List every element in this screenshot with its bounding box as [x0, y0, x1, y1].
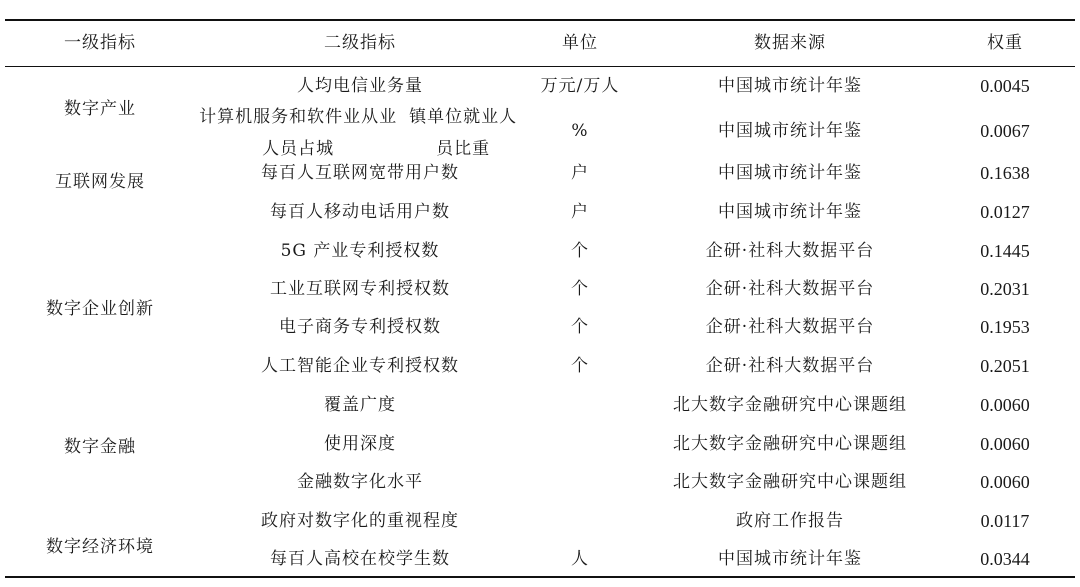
weight-cell: 0.2051 — [980, 356, 1030, 376]
group-label: 数字经济环境 — [46, 537, 154, 557]
weight-cell: 0.2031 — [980, 279, 1030, 299]
source-cell: 企研·社科大数据平台 — [705, 241, 875, 261]
source-cell: 中国城市统计年鉴 — [718, 549, 862, 569]
unit-cell — [515, 385, 645, 425]
indicator-cell: 人均电信业务量 — [297, 76, 423, 96]
top-rule — [5, 19, 1075, 21]
source-cell: 政府工作报告 — [736, 511, 844, 531]
weight-cell: 0.0067 — [980, 121, 1030, 141]
indicator-cell: 使用深度 — [324, 434, 396, 454]
indicator-cell: 政府对数字化的重视程度 — [261, 511, 459, 531]
unit-cell: 人 — [571, 549, 589, 569]
indicator-cell: 工业互联网专利授权数 — [270, 279, 450, 299]
indicator-cell: 金融数字化水平 — [297, 472, 423, 492]
group-label: 数字企业创新 — [46, 299, 154, 319]
source-cell: 中国城市统计年鉴 — [718, 202, 862, 222]
weight-cell: 0.0127 — [980, 202, 1030, 222]
unit-cell — [515, 424, 645, 464]
header-source: 数据来源 — [754, 33, 826, 53]
source-cell: 中国城市统计年鉴 — [718, 163, 862, 183]
unit-cell: 个 — [571, 241, 589, 261]
weight-cell: 0.1445 — [980, 241, 1030, 261]
unit-cell — [515, 501, 645, 541]
indicator-cell: 每百人高校在校学生数 — [270, 549, 450, 569]
indicator-cell: 覆盖广度 — [324, 395, 396, 415]
unit-cell: 个 — [571, 317, 589, 337]
weight-cell: 0.0060 — [980, 434, 1030, 454]
indicator-line: 计算机服务和软件业从业人员占城 — [199, 107, 398, 159]
unit-cell: 户 — [571, 202, 589, 222]
source-cell: 北大数字金融研究中心课题组 — [673, 472, 907, 492]
weight-cell: 0.1953 — [980, 317, 1030, 337]
source-cell: 企研·社科大数据平台 — [705, 356, 875, 376]
indicator-table — [5, 19, 1075, 579]
source-cell: 北大数字金融研究中心课题组 — [673, 395, 907, 415]
indicator-line: 镇单位就业人员比重 — [409, 107, 518, 159]
weight-cell: 0.1638 — [980, 163, 1030, 183]
indicator-cell: 电子商务专利授权数 — [279, 317, 441, 337]
source-cell: 企研·社科大数据平台 — [705, 317, 875, 337]
header-weight: 权重 — [987, 33, 1023, 53]
unit-cell: % — [571, 121, 589, 141]
indicator-cell: 每百人互联网宽带用户数 — [261, 163, 459, 183]
header-unit: 单位 — [562, 33, 598, 53]
weight-cell: 0.0060 — [980, 395, 1030, 415]
weight-cell: 0.0117 — [980, 511, 1030, 531]
unit-cell: 个 — [571, 279, 589, 299]
group-label: 数字产业 — [64, 99, 136, 119]
source-cell: 中国城市统计年鉴 — [718, 121, 862, 141]
unit-cell: 个 — [571, 356, 589, 376]
unit-cell — [515, 462, 645, 502]
source-cell: 中国城市统计年鉴 — [718, 76, 862, 96]
group-label: 数字金融 — [64, 437, 136, 457]
weight-cell: 0.0344 — [980, 549, 1030, 569]
indicator-cell: 每百人移动电话用户数 — [270, 202, 450, 222]
indicator-cell: 人工智能企业专利授权数 — [261, 356, 459, 376]
weight-cell: 0.0060 — [980, 472, 1030, 492]
header-level2: 二级指标 — [324, 33, 396, 53]
indicator-cell: 5G 产业专利授权数 — [280, 241, 440, 261]
source-cell: 北大数字金融研究中心课题组 — [673, 434, 907, 454]
header-level1: 一级指标 — [64, 33, 136, 53]
group-label: 互联网发展 — [55, 172, 145, 192]
unit-cell: 户 — [571, 163, 589, 183]
source-cell: 企研·社科大数据平台 — [705, 279, 875, 299]
unit-cell: 万元/万人 — [540, 76, 620, 96]
weight-cell: 0.0045 — [980, 76, 1030, 96]
